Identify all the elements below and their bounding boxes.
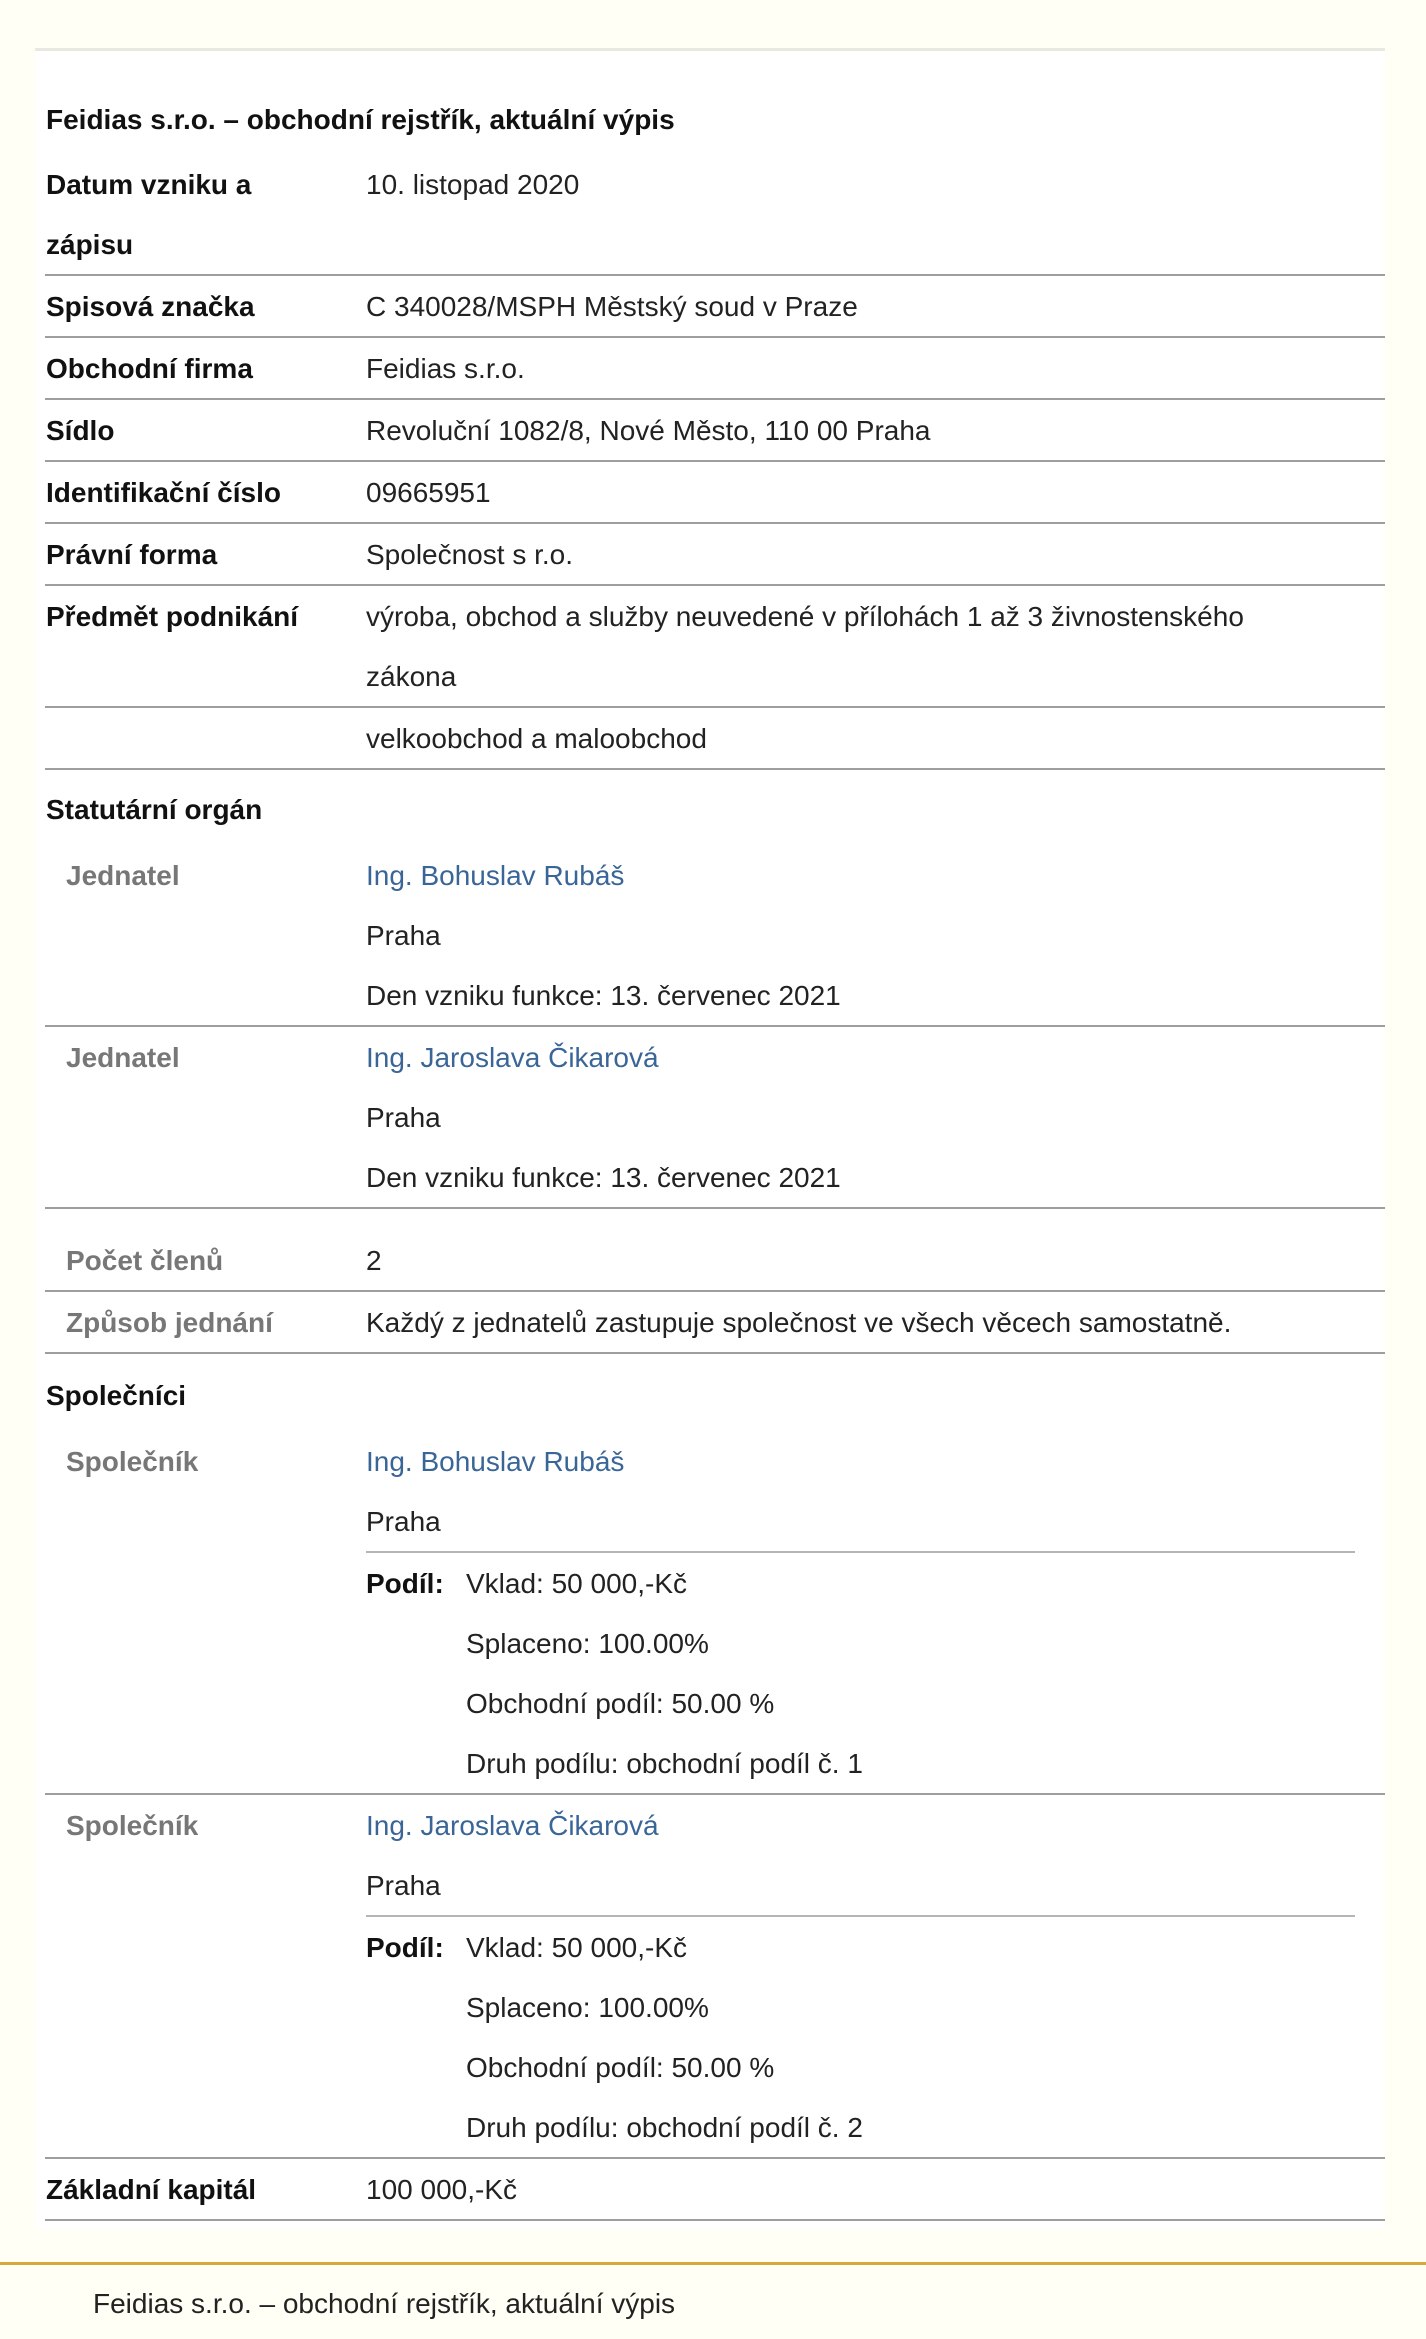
share-paid: Splaceno: 100.00%	[466, 1992, 709, 2023]
person-city: Praha	[366, 1506, 441, 1537]
share-divider	[366, 1915, 1355, 1917]
value-company-name: Feidias s.r.o.	[366, 353, 525, 384]
person-link[interactable]: Ing. Jaroslava Čikarová	[366, 1042, 659, 1073]
label-seat: Sídlo	[46, 415, 115, 446]
value-legal-form: Společnost s r.o.	[366, 539, 574, 570]
statutory-role: Jednatel	[66, 1042, 180, 1073]
row-divider	[45, 584, 1385, 586]
value-founding-date: 10. listopad 2020	[366, 169, 580, 200]
person-city: Praha	[366, 1870, 441, 1901]
label-member-count: Počet členů	[66, 1245, 224, 1276]
register-extract-card	[35, 48, 1385, 2229]
row-divider	[45, 522, 1385, 524]
section-heading-statutory: Statutární orgán	[46, 794, 263, 825]
label-capital: Základní kapitál	[46, 2174, 257, 2205]
label-founding-date-cont: zápisu	[46, 229, 134, 260]
page-footer	[0, 2262, 1426, 2339]
share-percent: Obchodní podíl: 50.00 %	[466, 2052, 775, 2083]
partner-role: Společník	[66, 1810, 199, 1841]
value-acting-method: Každý z jednatelů zastupuje společnost ve všech věcech samostatně.	[366, 1307, 1232, 1338]
share-percent: Obchodní podíl: 50.00 %	[466, 1688, 775, 1719]
share-deposit: Vklad: 50 000,-Kč	[466, 1568, 688, 1599]
row-divider	[45, 1793, 1385, 1795]
value-business-scope-2: velkoobchod a maloobchod	[366, 723, 707, 754]
person-link[interactable]: Ing. Bohuslav Rubáš	[366, 1446, 625, 1477]
row-divider	[45, 2219, 1385, 2221]
share-label: Podíl:	[366, 1932, 444, 1963]
row-divider	[45, 706, 1385, 708]
row-divider	[45, 336, 1385, 338]
share-kind: Druh podílu: obchodní podíl č. 2	[466, 2112, 863, 2143]
row-divider	[45, 1025, 1385, 1027]
value-member-count: 2	[366, 1245, 382, 1276]
label-acting-method: Způsob jednání	[66, 1307, 273, 1338]
value-capital: 100 000,-Kč	[366, 2174, 517, 2205]
row-divider	[45, 1290, 1385, 1292]
value-id-number: 09665951	[366, 477, 491, 508]
partner-role: Společník	[66, 1446, 199, 1477]
section-heading-partners: Společníci	[46, 1380, 187, 1411]
share-label: Podíl:	[366, 1568, 444, 1599]
value-business-scope-cont: zákona	[366, 661, 457, 692]
page-title: Feidias s.r.o. – obchodní rejstřík, aktuální výpis	[46, 104, 675, 135]
person-since: Den vzniku funkce: 13. červenec 2021	[366, 1162, 841, 1193]
person-since: Den vzniku funkce: 13. červenec 2021	[366, 980, 841, 1011]
value-seat: Revoluční 1082/8, Nové Město, 110 00 Praha	[366, 415, 931, 446]
share-deposit: Vklad: 50 000,-Kč	[466, 1932, 688, 1963]
row-divider	[45, 2157, 1385, 2159]
person-city: Praha	[366, 920, 441, 951]
share-paid: Splaceno: 100.00%	[466, 1628, 709, 1659]
person-city: Praha	[366, 1102, 441, 1133]
footer-title: Feidias s.r.o. – obchodní rejstřík, aktuální výpis	[93, 2288, 676, 2319]
row-divider	[45, 1352, 1385, 1354]
row-divider	[45, 274, 1385, 276]
value-file-number: C 340028/MSPH Městský soud v Praze	[366, 291, 858, 322]
value-business-scope: výroba, obchod a služby neuvedené v přílohách 1 až 3 živnostenského	[366, 601, 1244, 632]
share-divider	[366, 1551, 1355, 1553]
label-file-number: Spisová značka	[46, 291, 255, 322]
person-link[interactable]: Ing. Bohuslav Rubáš	[366, 860, 625, 891]
row-divider	[45, 460, 1385, 462]
label-founding-date: Datum vzniku a	[46, 169, 252, 200]
row-divider	[45, 768, 1385, 770]
label-id-number: Identifikační číslo	[46, 477, 281, 508]
share-kind: Druh podílu: obchodní podíl č. 1	[466, 1748, 863, 1779]
label-company-name: Obchodní firma	[46, 353, 253, 384]
row-divider	[45, 1207, 1385, 1209]
row-divider	[45, 398, 1385, 400]
label-legal-form: Právní forma	[46, 539, 218, 570]
person-link[interactable]: Ing. Jaroslava Čikarová	[366, 1810, 659, 1841]
label-business-scope: Předmět podnikání	[46, 601, 299, 632]
statutory-role: Jednatel	[66, 860, 180, 891]
